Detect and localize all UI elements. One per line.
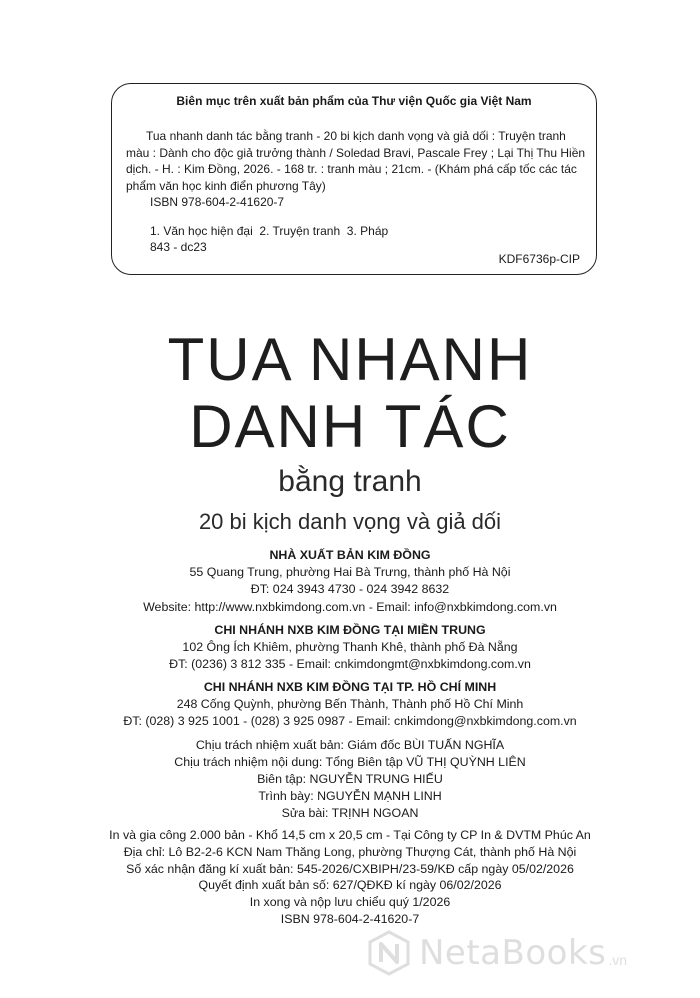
branch-south-name: CHI NHÁNH NXB KIM ĐỒNG TẠI TP. HỒ CHÍ MINH	[203, 680, 497, 694]
n-logo-icon	[367, 930, 411, 976]
publisher-name: NHÀ XUẤT BẢN KIM ĐỒNG	[269, 548, 431, 562]
cip-line: màu : Dành cho độc giả trưởng thành / Soledad Bravi, Pascale Frey ; Lại Thị Thu Hiền	[126, 145, 586, 160]
watermark-brand: NetaBooks	[419, 933, 607, 973]
branch-south-contact: ĐT: (028) 3 925 1001 - (028) 3 925 0987 - Email: cnkimdong@nxbkimdong.com.vn	[123, 714, 577, 729]
cip-heading: Biên mục trên xuất bản phẩm của Thư viện Quốc gia Việt Nam	[176, 94, 532, 108]
printing-block	[0, 827, 700, 928]
printing-isbn: ISBN 978-604-2-41620-7	[280, 911, 420, 926]
branch-south-address: 248 Cống Quỳnh, phường Bến Thành, Thành phố Hồ Chí Minh	[176, 697, 524, 712]
branch-central-contact: ĐT: (0236) 3 812 335 - Email: cnkimdongmt@nxbkimdong.com.vn	[169, 657, 531, 672]
branch-central-block	[0, 622, 700, 674]
watermark	[367, 928, 687, 978]
cip-body	[126, 128, 586, 256]
credit-line: Trình bày: NGUYỄN MẠNH LINH	[258, 789, 442, 803]
cip-isbn: ISBN 978-604-2-41620-7	[150, 195, 285, 209]
branch-central-name: CHI NHÁNH NXB KIM ĐỒNG TẠI MIỀN TRUNG	[214, 623, 486, 637]
cip-box	[111, 83, 597, 275]
cip-line: Tua nhanh danh tác bằng tranh - 20 bi kịch danh vọng và giả dối : Truyện tranh	[146, 129, 566, 143]
publisher-block	[0, 547, 700, 616]
branch-south-block	[0, 679, 700, 731]
publisher-phone: ĐT: 024 3943 4730 - 024 3942 8632	[250, 582, 450, 597]
branch-central-address: 102 Ông Ích Khiêm, phường Thanh Khê, thành phố Đà Nẵng	[182, 640, 518, 655]
printing-line: Số xác nhận đăng kí xuất bản: 545-2026/CXBIPH/23-59/KĐ cấp ngày 05/02/2026	[126, 861, 574, 876]
cip-line: dịch. - H. : Kim Đồng, 2026. - 168 tr. : tranh màu ; 21cm. - (Khám phá cấp tốc các tác	[126, 162, 577, 176]
credit-line: Chịu trách nhiệm xuất bản: Giám đốc BÙI TUẤN NGHĨA	[195, 738, 505, 752]
printing-line: Địa chỉ: Lô B2-2-6 KCN Nam Thăng Long, phường Thượng Cát, thành phố Hà Nội	[123, 844, 577, 859]
credit-line: Chịu trách nhiệm nội dung: Tổng Biên tập VŨ THỊ QUỲNH LIÊN	[174, 755, 526, 769]
credit-line: Biên tập: NGUYỄN TRUNG HIẾU	[257, 772, 443, 786]
publisher-address: 55 Quang Trung, phường Hai Bà Trưng, thành phố Hà Nội	[189, 565, 511, 580]
credits-block	[0, 737, 700, 822]
cip-line: phẩm văn học kinh điển phương Tây)	[126, 178, 326, 193]
book-title-line1: TUA NHANH	[167, 326, 533, 393]
book-tagline: 20 bi kịch danh vọng và giả dối	[198, 509, 502, 534]
printing-line: Quyết định xuất bản số: 627/QĐKĐ kí ngày 06/02/2026	[198, 878, 502, 893]
printing-line: In và gia công 2.000 bản - Khổ 14,5 cm x 20,5 cm - Tại Công ty CP In & DVTM Phúc An	[109, 828, 591, 842]
cip-subjects: 1. Văn học hiện đại 2. Truyện tranh 3. Pháp	[150, 223, 389, 238]
cip-classification: 843 - dc23	[150, 240, 207, 254]
book-title-line2: DANH TÁC	[189, 393, 511, 460]
publisher-web: Website: http://www.nxbkimdong.com.vn - Email: info@nxbkimdong.com.vn	[143, 599, 557, 614]
watermark-suffix: .vn	[608, 952, 628, 968]
printing-line: In xong và nộp lưu chiểu quý 1/2026	[249, 895, 451, 910]
cip-code: KDF6736p-CIP	[498, 252, 580, 266]
credit-line: Sửa bài: TRỊNH NGOAN	[281, 806, 419, 820]
book-subtitle: bằng tranh	[278, 465, 422, 498]
